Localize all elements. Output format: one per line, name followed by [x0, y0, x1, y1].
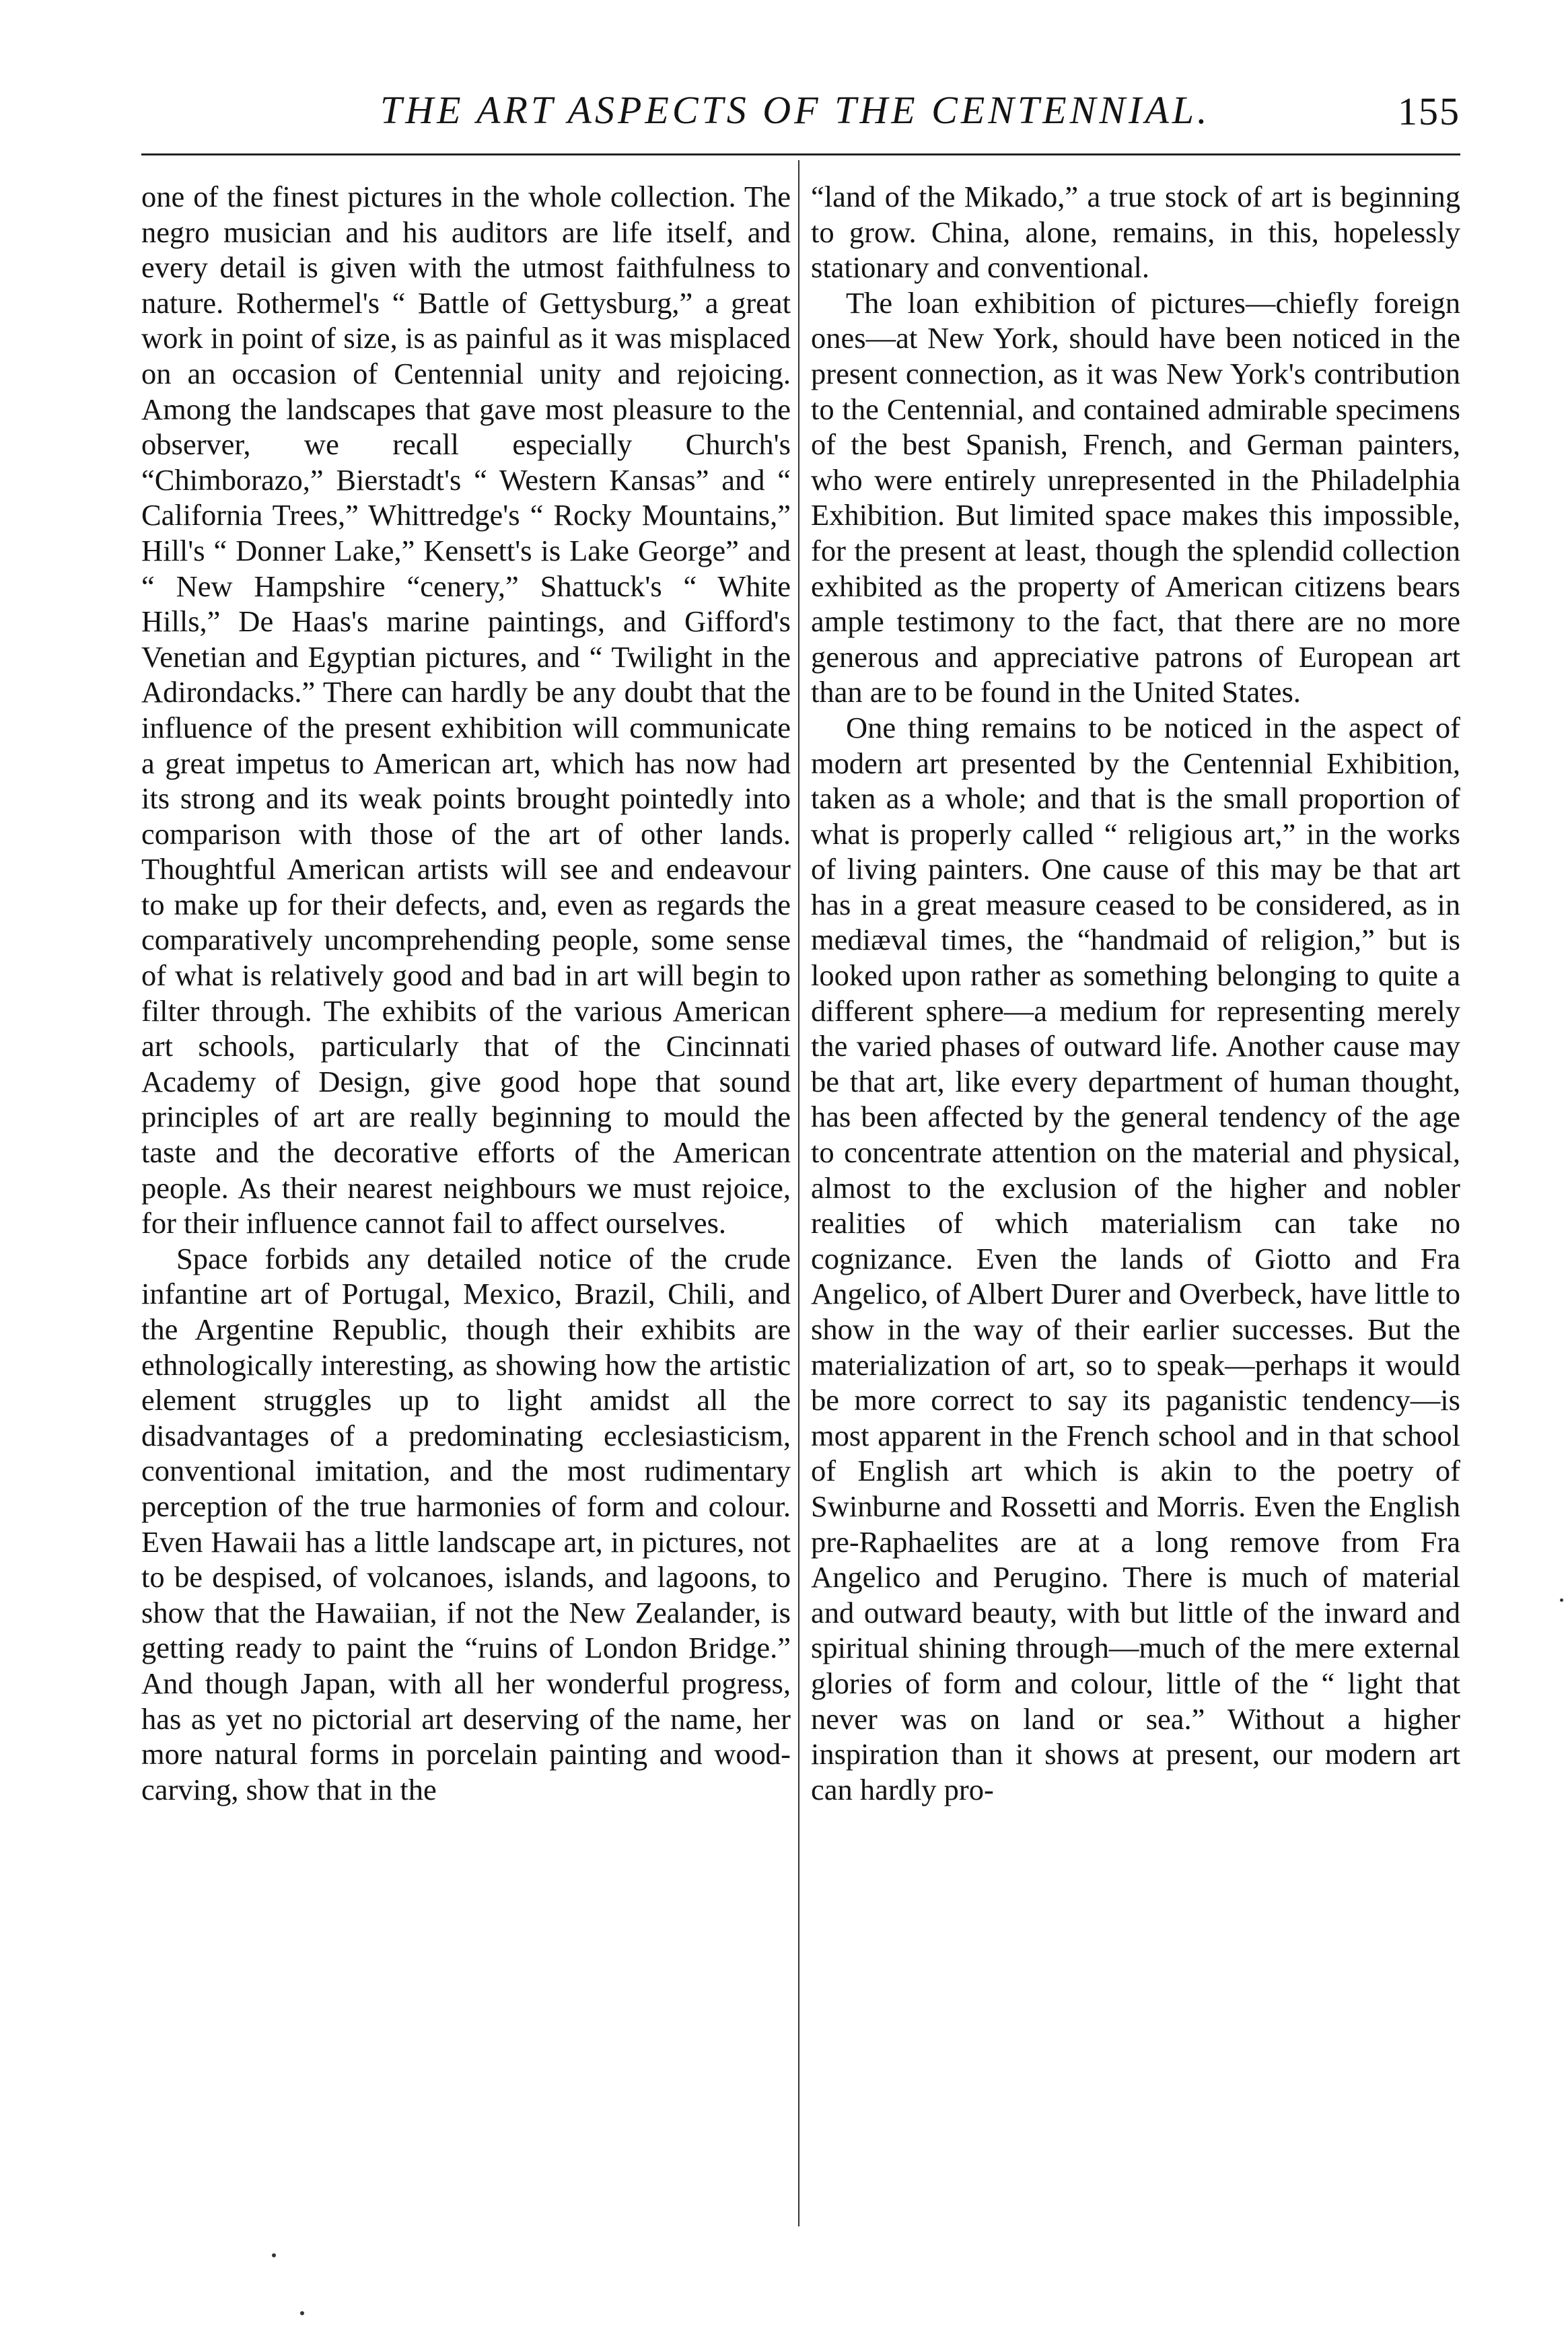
- right-column: [811, 179, 1460, 2218]
- header-rule: [141, 153, 1460, 155]
- running-title: THE ART ASPECTS OF THE CENTENNIAL.: [380, 88, 1211, 132]
- print-speck: [300, 2311, 304, 2315]
- print-speck: [1560, 1598, 1563, 1602]
- paragraph: “land of the Mikado,” a true stock of art is beginning to grow. China, alone, remains, in this, hopelessly stationary and conventional.: [811, 180, 1460, 285]
- column-divider: [798, 160, 799, 2226]
- paragraph: one of the finest pictures in the whole collection. The negro musician and his auditors are life itself, and every detail is given with the utmost faithfulness to nature. Rothermel's “ Battle of Gettysburg,” a great work in point of size, is as painful as it was misplaced on an occasion of Centennial unity and rejoicing. Among the landscapes that gave most pleasure to the observer, we recall especially Church's “Chimborazo,” Bierstadt's “ Western Kansas” and “ California Trees,” Whittredge's “ Rocky Mountains,” Hill's “ Donner Lake,” Kensett's is Lake George” and “ New Hampshire “cenery,” Shattuck's “ White Hills,” De Haas's marine paintings, and Gifford's Venetian and Egyptian pictures, and “ Twilight in the Adirondacks.” There can hardly be any doubt that the influence of the present exhibition will communicate a great impetus to American art, which has now had its strong and its weak points brought pointedly into comparison with those of the art of other lands. Thoughtful American artists will see and endeavour to make up for their defects, and, even as regards the comparatively uncomprehending people, some sense of what is relatively good and bad in art will begin to filter through. The exhibits of the various American art schools, particularly that of the Cincinnati Academy of Design, give good hope that sound principles of art are really beginning to mould the taste and the decorative efforts of the American people. As their nearest neighbours we must rejoice, for their influence cannot fail to affect ourselves.: [141, 180, 791, 1240]
- print-speck: [272, 2253, 276, 2257]
- paragraph: The loan exhibition of pictures—chiefly foreign ones—at New York, should have been noticed in the present connection, as it was New York's contribution to the Centennial, and contained admirable specimens of the best Spanish, French, and German painters, who were entirely unrepresented in the Philadelphia Exhibition. But limited space makes this impossible, for the present at least, though the splendid collection exhibited as the property of American citizens bears ample testimony to the fact, that there are no more generous and appreciative patrons of European art than are to be found in the United States.: [811, 285, 1460, 709]
- left-column: [141, 179, 791, 2218]
- paragraph: One thing remains to be noticed in the aspect of modern art presented by the Centennial Exhibition, taken as a whole; and that is the small proportion of what is properly called “ religious art,” in the works of living painters. One cause of this may be that art has in a great measure ceased to be considered, as in mediæval times, the “handmaid of religion,” but is looked upon rather as something belonging to quite a different sphere—a medium for representing merely the varied phases of outward life. Another cause may be that art, like every department of human thought, has been affected by the general tendency of the age to concentrate attention on the material and physical, almost to the exclusion of the higher and nobler realities of which materialism can take no cognizance. Even the lands of Giotto and Fra Angelico, of Albert Durer and Overbeck, have little to show in the way of their earlier successes. But the materialization of art, so to speak—perhaps it would be more correct to say its paganistic tendency—is most apparent in the French school and in that school of English art which is akin to the poetry of Swinburne and Rossetti and Morris. Even the English pre-Raphaelites are at a long remove from Fra Angelico and Perugino. There is much of material and outward beauty, with but little of the inward and spiritual shining through—much of the mere external glories of form and colour, little of the “ light that never was on land or sea.” Without a higher inspiration than it shows at present, our modern art can hardly pro-: [811, 710, 1460, 1806]
- page-number: 155: [1398, 90, 1460, 133]
- page-header: [141, 79, 1460, 153]
- paragraph: Space forbids any detailed notice of the crude infantine art of Portugal, Mexico, Brazil, Chili, and the Argentine Republic, though their exhibits are ethnologically interesting, as showing how the artistic element struggles up to light amidst all the disadvantages of a predominating ecclesiasticism, conventional imitation, and the most rudimentary perception of the true harmonies of form and colour. Even Hawaii has a little landscape art, in pictures, not to be despised, of volcanoes, islands, and lagoons, to show that the Hawaiian, if not the New Zealander, is getting ready to paint the “ruins of London Bridge.” And though Japan, with all her wonderful progress, has as yet no pictorial art deserving of the name, her more natural forms in porcelain painting and wood-carving, show that in the: [141, 1241, 791, 1806]
